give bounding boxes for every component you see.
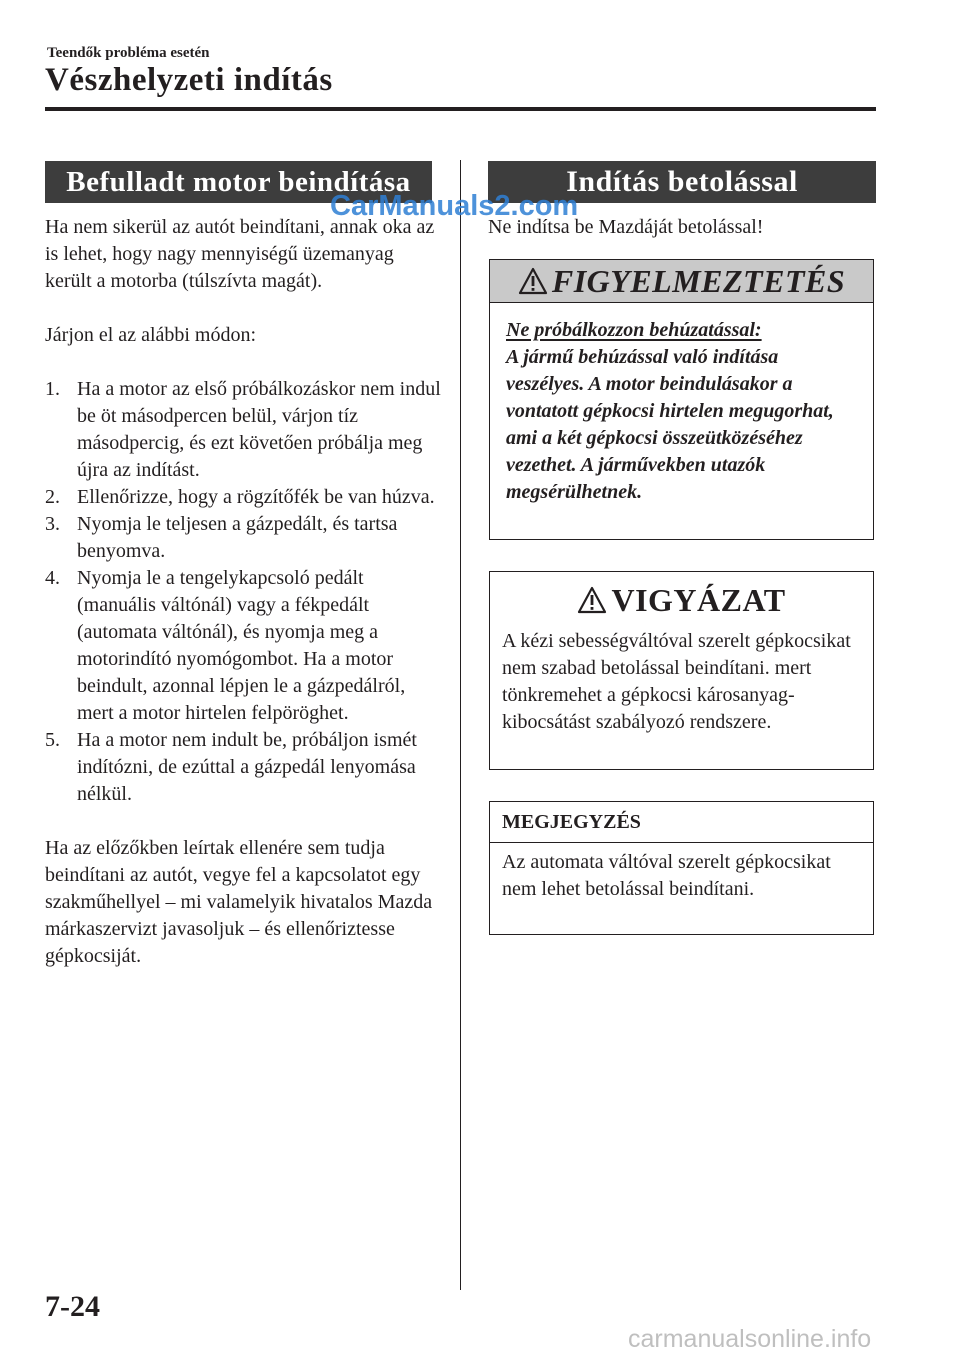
step-number: 2.	[45, 486, 60, 508]
warning-triangle-icon	[518, 267, 548, 295]
closing-paragraph: Ha az előzőkben leírtak ellenére sem tudja beindítani az autót, vegye fel a kapcsolatot egy szakműhellyel – mi valamelyik hivatalos Mazda márkaszervizt javasoljuk – és ellenőriztesse gépkocsiját.	[45, 837, 433, 967]
header-rule	[45, 107, 876, 111]
note-title: MEGJEGYZÉS	[490, 802, 873, 843]
step-text: Nyomja le teljesen a gázpedált, és tartsa benyomva.	[77, 513, 398, 562]
instruction-paragraph: Járjon el az alábbi módon:	[45, 324, 257, 346]
step-number: 1.	[45, 378, 60, 400]
step-text: Nyomja le a tengelykapcsoló pedált (manuális váltónál) vagy a fékpedált (automata váltónál), és nyomja meg a motorindító nyomógombot. Ha a motor beindult, azonnal lépjen le a gázpedálról, mert a motor hirtelen felpöröghet.	[77, 567, 406, 724]
watermark-bottom: carmanualsonline.info	[628, 1325, 872, 1353]
warning-heading: Ne próbálkozzon behúzatással:	[506, 319, 762, 341]
warning-title: FIGYELMEZTETÉS	[551, 262, 846, 299]
note-text: Az automata váltóval szerelt gépkocsikat nem lehet betolással beindítani.	[502, 851, 831, 900]
step-item	[45, 727, 445, 808]
page-title: Vészhelyzeti indítás	[45, 62, 333, 98]
section-banner-flooded-engine: Befulladt motor beindítása	[45, 161, 432, 203]
intro-paragraph: Ha nem sikerül az autót beindítani, annak oka az is lehet, hogy nagy mennyiségű üzemanyag került a motorba (túlszívta magát).	[45, 216, 435, 292]
step-item	[45, 565, 445, 727]
column-divider	[460, 160, 461, 1290]
step-item	[45, 484, 445, 511]
warning-box	[489, 259, 874, 540]
watermark-top: CarManuals2.com	[330, 190, 579, 222]
warning-text: A jármű behúzással való indítása veszélyes. A motor beindulásakor a vontatott gépkocsi hirtelen megugorhat, ami a két gépkocsi összeütközéséhez vezethet. A járművekben utazók megsérülhetnek.	[506, 346, 834, 503]
caution-box	[489, 571, 874, 770]
left-column	[45, 214, 445, 970]
step-number: 5.	[45, 729, 60, 751]
step-text: Ha a motor nem indult be, próbáljon ismét indítózni, de ezúttal a gázpedál lenyomása nélkül.	[77, 729, 417, 805]
step-number: 4.	[45, 567, 60, 589]
push-start-intro: Ne indítsa be Mazdáját betolással!	[488, 216, 764, 238]
breadcrumb: Teendők probléma esetén	[47, 45, 210, 61]
step-number: 3.	[45, 513, 60, 535]
step-text: Ha a motor az első próbálkozáskor nem indul be öt másodpercen belül, várjon tíz másodpercig, és ezt követően próbálja meg újra az indítást.	[77, 378, 441, 481]
step-text: Ellenőrizze, hogy a rögzítőfék be van húzva.	[77, 486, 435, 508]
note-box	[489, 801, 874, 935]
warning-body	[490, 303, 873, 506]
caution-title: VIGYÁZAT	[611, 581, 786, 618]
warning-triangle-icon	[577, 586, 607, 614]
steps-list	[45, 376, 445, 808]
section-banner-push-start: Indítás betolással	[488, 161, 876, 203]
step-item	[45, 376, 445, 484]
warning-header	[490, 260, 873, 303]
caution-text: A kézi sebességváltóval szerelt gépkocsikat nem szabad betolással beindítani. mert tönkremehet a gépkocsi károsanyag-kibocsátást szabályozó rendszere.	[502, 630, 851, 733]
page-number: 7-24	[45, 1290, 100, 1323]
caution-header	[490, 572, 873, 624]
step-item	[45, 511, 445, 565]
